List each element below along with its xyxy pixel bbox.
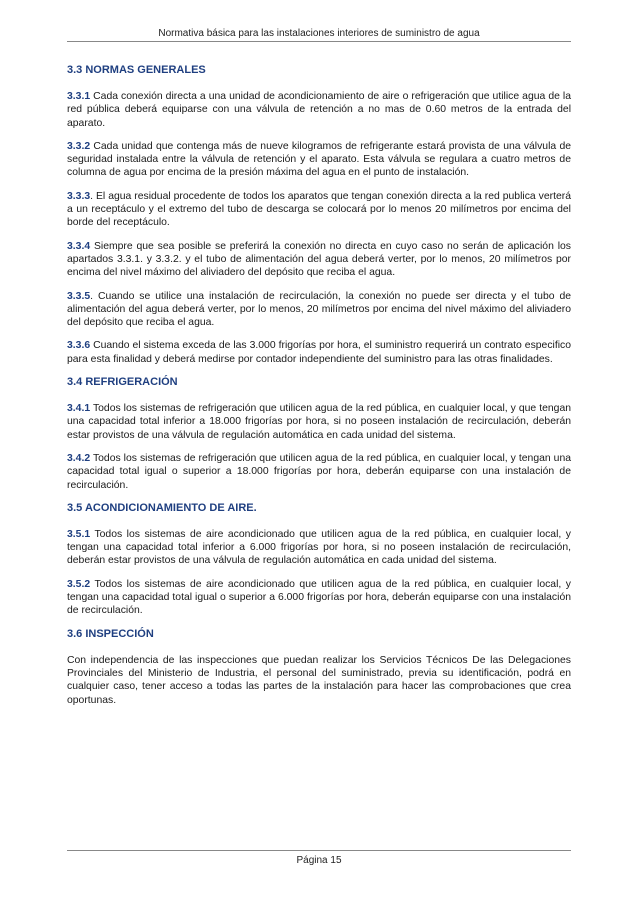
paragraph-text: Con independencia de las inspecciones que puedan realizar los Servicios Técnicos De las Delegaciones Provinciales del Ministerio de Industria, el personal del suministrado, previa su identificación, podrá en cualquier caso, tener acceso a todas las partes de la instalación para hacer las comprobaciones que crea oportunas.	[67, 654, 571, 706]
paragraph-3-3-1	[67, 90, 571, 130]
clause-text: Cada unidad que contenga más de nueve kilogramos de refrigerante estará provista de una válvula de seguridad instalada entre la válvula de retención y el aparato. Esta válvula se regulara a cuatro metros de columna de agua por encima de la presión máxima del agua en el punto de instalación.	[67, 140, 571, 179]
clause-text: Todos los sistemas de refrigeración que utilicen agua de la red pública, en cualquier local, y tengan una capacidad total igual o superior a 18.000 frigorías por hora, deberán equiparse con una instalación de recirculación.	[67, 452, 571, 491]
paragraph-3-4-2	[67, 452, 571, 492]
clause-text: Cuando el sistema exceda de las 3.000 frigorías por hora, el suministro requerirá un contrato especifico para esta finalidad y deberá medirse por contador independiente del suministro para las otras finalidades.	[67, 340, 571, 365]
section-heading-3-3: 3.3 NORMAS GENERALES	[67, 64, 206, 76]
paragraph-3-3-2	[67, 140, 571, 180]
paragraph-3-3-5	[67, 290, 571, 330]
paragraph-3-3-3	[67, 190, 571, 230]
paragraph-3-3-4	[67, 240, 571, 280]
clause-text: Cada conexión directa a una unidad de acondicionamiento de aire o refrigeración que utilice agua de la red pública deberá equiparse con una válvula de retención a no mas de 0.60 metros de la entrada del aparato.	[67, 91, 571, 129]
clause-number: 3.3.5	[67, 290, 91, 302]
section-heading-3-4: 3.4 REFRIGERACIÓN	[67, 376, 178, 389]
clause-text: Todos los sistemas de aire acondicionado que utilicen agua de la red pública, en cualquier local, y tengan una capacidad total inferior a 6.000 frigorías por hora, si no poseen instalación de recirculación, deberán estar provistos de una válvula de regulación automática en cada unidad del sistema.	[67, 528, 571, 567]
clause-number: 3.5.1	[67, 528, 91, 540]
clause-text: Todos los sistemas de refrigeración que utilicen agua de la red pública, en cualquier local, y que tengan una capacidad total inferior a 18.000 frigorías por hora, si no poseen instalación de recirculación, deberán estar provistos de una válvula de regulación automática en cada unidad del sistema.	[67, 403, 571, 441]
clause-number: 3.4.1	[67, 403, 91, 415]
clause-number: 3.5.2	[67, 578, 91, 590]
footer-divider	[67, 850, 571, 851]
clause-text: Todos los sistemas de aire acondicionado que utilicen agua de la red pública, en cualquier local, y tengan una capacidad total igual o superior a 6.000 frigorías por hora, deberán equiparse con una instalación de recirculación.	[67, 578, 571, 617]
clause-number: 3.3.1	[67, 91, 91, 102]
paragraph-3-5-1	[67, 528, 571, 568]
clause-number: 3.3.6	[67, 340, 91, 352]
document-body	[67, 64, 571, 717]
clause-number: 3.3.4	[67, 240, 91, 252]
clause-number: 3.3.2	[67, 140, 91, 152]
clause-text: . Cuando se utilice una instalación de recirculación, la conexión no puede ser directa y el tubo de alimentación del agua deberá verter, por lo menos, 20 milímetros por encima del nivel máximo del aliviadero del depósito que reciba el agua.	[67, 290, 571, 329]
paragraph-3-4-1	[67, 402, 571, 442]
clause-text: Siempre que sea posible se preferirá la conexión no directa en cuyo caso no serán de aplicación los apartados 3.3.1. y 3.3.2. y el tubo de alimentación del agua deberá verter, por lo menos, 20 milímetros por encima del nivel máximo del aliviadero del depósito que reciba el agua.	[67, 240, 571, 279]
paragraph-3-3-6	[67, 339, 571, 366]
section-heading-3-5: 3.5 ACONDICIONAMIENTO DE AIRE.	[67, 501, 257, 514]
page-header: Normativa básica para las instalaciones interiores de suministro de agua	[158, 28, 480, 39]
section-heading-3-6: 3.6 INSPECCIÓN	[67, 627, 154, 640]
page-number: Página 15	[296, 855, 342, 866]
paragraph-3-5-2	[67, 578, 571, 618]
clause-text: . El agua residual procedente de todos los aparatos que tengan conexión directa a la red publica verterá a un receptáculo y el extremo del tubo de descarga se colocará por lo menos 20 milímetros por encima del borde del receptáculo.	[67, 190, 571, 229]
clause-number: 3.3.3	[67, 190, 91, 202]
clause-number: 3.4.2	[67, 452, 91, 464]
header-divider	[67, 41, 571, 42]
paragraph-3-6	[67, 654, 571, 707]
